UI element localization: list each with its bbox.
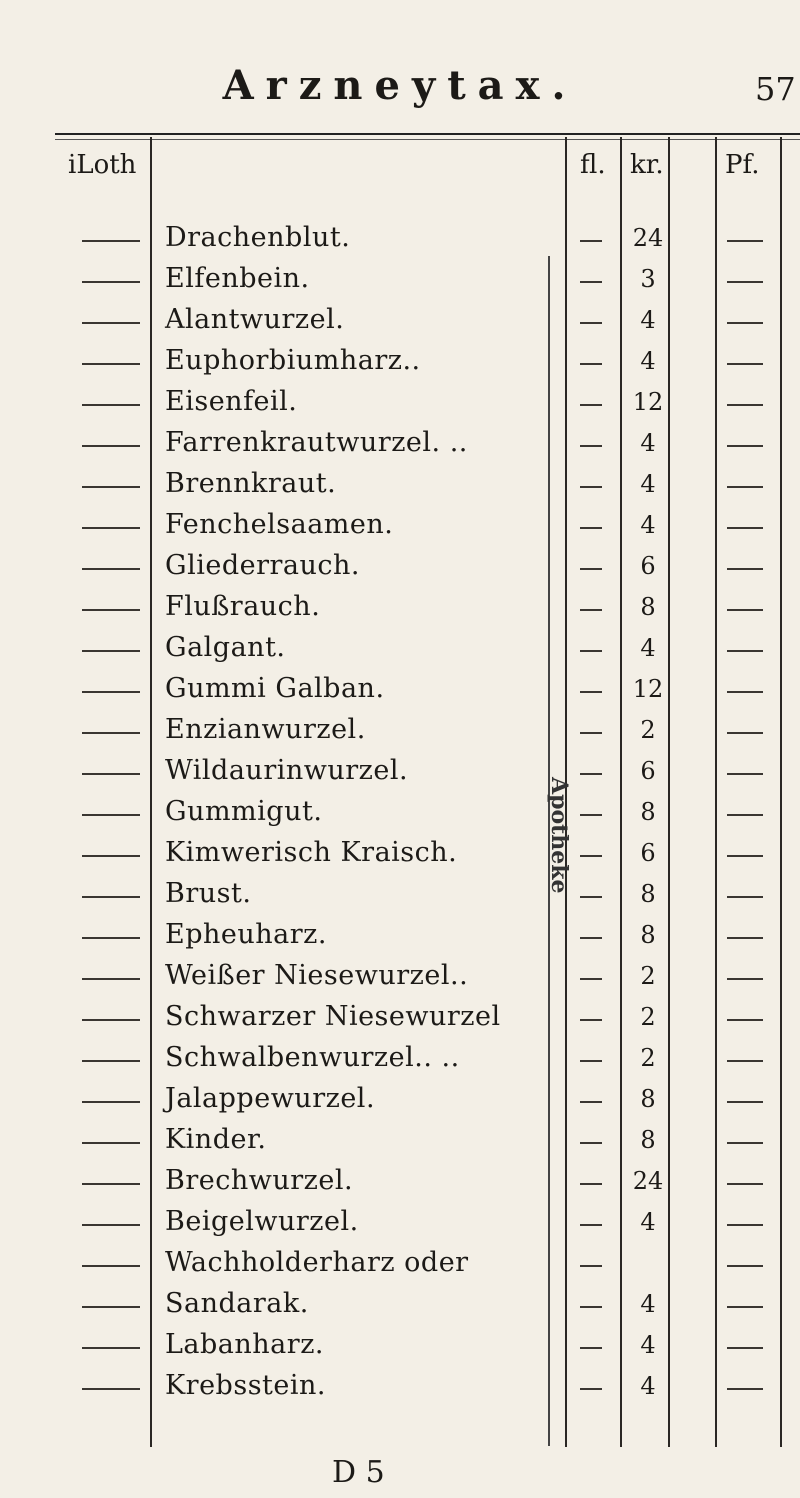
table-row bbox=[0, 302, 800, 342]
loth-dash bbox=[82, 1306, 140, 1308]
column-header-kr: kr. bbox=[630, 150, 664, 180]
item-name: Brechwurzel. bbox=[165, 1165, 354, 1196]
fl-dash bbox=[580, 1224, 602, 1226]
item-name: Eisenfeil. bbox=[165, 386, 298, 417]
table-row bbox=[0, 548, 800, 588]
item-name: Krebsstein. bbox=[165, 1370, 326, 1401]
table-row bbox=[0, 1327, 800, 1367]
pf-dash bbox=[727, 1265, 763, 1267]
loth-dash bbox=[82, 1265, 140, 1267]
item-name: Kimwerisch Kraisch. bbox=[165, 837, 458, 868]
loth-dash bbox=[82, 240, 140, 242]
kr-value: 4 bbox=[640, 347, 656, 375]
loth-dash bbox=[82, 527, 140, 529]
fl-dash bbox=[580, 691, 602, 693]
kr-value: 24 bbox=[632, 224, 664, 252]
loth-dash bbox=[82, 1388, 140, 1390]
table-row bbox=[0, 384, 800, 424]
fl-dash bbox=[580, 322, 602, 324]
column-header-pf: Pf. bbox=[725, 150, 760, 180]
pf-dash bbox=[727, 650, 763, 652]
item-name: Schwarzer Niesewurzel bbox=[165, 1001, 501, 1032]
fl-dash bbox=[580, 1101, 602, 1103]
kr-value: 8 bbox=[640, 880, 656, 908]
kr-value: 4 bbox=[640, 470, 656, 498]
column-header-fl: fl. bbox=[580, 150, 606, 180]
pf-dash bbox=[727, 322, 763, 324]
item-name: Brennkraut. bbox=[165, 468, 337, 499]
table-row bbox=[0, 1286, 800, 1326]
kr-value: 6 bbox=[640, 552, 656, 580]
kr-value: 4 bbox=[640, 1208, 656, 1236]
pf-dash bbox=[727, 240, 763, 242]
table-row bbox=[0, 507, 800, 547]
item-name: Gummigut. bbox=[165, 796, 323, 827]
table-row bbox=[0, 1081, 800, 1121]
item-name: Euphorbiumharz.. bbox=[165, 345, 421, 376]
pf-dash bbox=[727, 363, 763, 365]
item-name: Wildaurinwurzel. bbox=[165, 755, 409, 786]
table-row bbox=[0, 343, 800, 383]
loth-dash bbox=[82, 896, 140, 898]
pf-dash bbox=[727, 978, 763, 980]
pf-dash bbox=[727, 1019, 763, 1021]
pf-dash bbox=[727, 527, 763, 529]
item-name: Weißer Niesewurzel.. bbox=[165, 960, 469, 991]
pf-dash bbox=[727, 1306, 763, 1308]
kr-value: 4 bbox=[640, 511, 656, 539]
table-row bbox=[0, 1245, 800, 1285]
kr-value: 2 bbox=[640, 716, 656, 744]
fl-dash bbox=[580, 773, 602, 775]
loth-dash bbox=[82, 281, 140, 283]
kr-value: 2 bbox=[640, 1003, 656, 1031]
fl-dash bbox=[580, 363, 602, 365]
fl-dash bbox=[580, 445, 602, 447]
item-name: Schwalbenwurzel.. .. bbox=[165, 1042, 460, 1073]
kr-value: 8 bbox=[640, 1126, 656, 1154]
kr-value: 8 bbox=[640, 1085, 656, 1113]
loth-dash bbox=[82, 1019, 140, 1021]
pf-dash bbox=[727, 814, 763, 816]
kr-value: 4 bbox=[640, 634, 656, 662]
kr-value: 2 bbox=[640, 1044, 656, 1072]
table-row bbox=[0, 835, 800, 875]
side-label: Apotheke bbox=[546, 776, 572, 894]
kr-value: 8 bbox=[640, 593, 656, 621]
loth-dash bbox=[82, 568, 140, 570]
table-row bbox=[0, 1163, 800, 1203]
pf-dash bbox=[727, 609, 763, 611]
pf-dash bbox=[727, 1101, 763, 1103]
item-name: Gliederrauch. bbox=[165, 550, 360, 581]
pf-dash bbox=[727, 445, 763, 447]
loth-dash bbox=[82, 363, 140, 365]
loth-dash bbox=[82, 1101, 140, 1103]
page-number: 57 bbox=[755, 70, 796, 108]
kr-value: 12 bbox=[632, 388, 664, 416]
item-name: Sandarak. bbox=[165, 1288, 309, 1319]
loth-dash bbox=[82, 814, 140, 816]
kr-value: 4 bbox=[640, 1290, 656, 1318]
item-name: Wachholderharz oder bbox=[165, 1247, 469, 1278]
loth-dash bbox=[82, 445, 140, 447]
loth-dash bbox=[82, 978, 140, 980]
pf-dash bbox=[727, 732, 763, 734]
fl-dash bbox=[580, 1183, 602, 1185]
fl-dash bbox=[580, 1142, 602, 1144]
fl-dash bbox=[580, 1019, 602, 1021]
pf-dash bbox=[727, 1224, 763, 1226]
item-name: Jalappewurzel. bbox=[165, 1083, 376, 1114]
table-row bbox=[0, 1204, 800, 1244]
fl-dash bbox=[580, 527, 602, 529]
table-row bbox=[0, 425, 800, 465]
fl-dash bbox=[580, 1347, 602, 1349]
table-row bbox=[0, 917, 800, 957]
pf-dash bbox=[727, 1347, 763, 1349]
table-row bbox=[0, 630, 800, 670]
loth-dash bbox=[82, 1142, 140, 1144]
fl-dash bbox=[580, 732, 602, 734]
item-name: Beigelwurzel. bbox=[165, 1206, 359, 1237]
top-rule-thin bbox=[55, 139, 800, 140]
top-rule bbox=[55, 133, 800, 135]
kr-value: 4 bbox=[640, 1331, 656, 1359]
signature-mark: D 5 bbox=[332, 1455, 385, 1490]
loth-dash bbox=[82, 322, 140, 324]
table-row bbox=[0, 220, 800, 260]
pf-dash bbox=[727, 568, 763, 570]
fl-dash bbox=[580, 855, 602, 857]
table-row bbox=[0, 466, 800, 506]
item-name: Labanharz. bbox=[165, 1329, 324, 1360]
loth-dash bbox=[82, 486, 140, 488]
fl-dash bbox=[580, 486, 602, 488]
item-name: Enzianwurzel. bbox=[165, 714, 366, 745]
table-row bbox=[0, 958, 800, 998]
pf-dash bbox=[727, 281, 763, 283]
table-row bbox=[0, 1122, 800, 1162]
fl-dash bbox=[580, 937, 602, 939]
kr-value: 6 bbox=[640, 839, 656, 867]
kr-value: 4 bbox=[640, 306, 656, 334]
kr-value: 2 bbox=[640, 962, 656, 990]
table-row bbox=[0, 999, 800, 1039]
kr-value: 4 bbox=[640, 429, 656, 457]
table-row bbox=[0, 876, 800, 916]
item-name: Alantwurzel. bbox=[165, 304, 345, 335]
fl-dash bbox=[580, 609, 602, 611]
item-name: Galgant. bbox=[165, 632, 286, 663]
item-name: Drachenblut. bbox=[165, 222, 351, 253]
item-name: Gummi Galban. bbox=[165, 673, 385, 704]
table-row bbox=[0, 1368, 800, 1408]
kr-value: 8 bbox=[640, 798, 656, 826]
page-title: Arzneytax. bbox=[222, 62, 578, 109]
kr-value: 3 bbox=[640, 265, 656, 293]
table-row bbox=[0, 589, 800, 629]
pf-dash bbox=[727, 896, 763, 898]
fl-dash bbox=[580, 568, 602, 570]
fl-dash bbox=[580, 1388, 602, 1390]
pf-dash bbox=[727, 691, 763, 693]
kr-value: 8 bbox=[640, 921, 656, 949]
table-row bbox=[0, 712, 800, 752]
table-row bbox=[0, 753, 800, 793]
pf-dash bbox=[727, 486, 763, 488]
loth-dash bbox=[82, 732, 140, 734]
pf-dash bbox=[727, 1142, 763, 1144]
table-row bbox=[0, 261, 800, 301]
fl-dash bbox=[580, 650, 602, 652]
item-name: Brust. bbox=[165, 878, 252, 909]
kr-value: 6 bbox=[640, 757, 656, 785]
loth-dash bbox=[82, 609, 140, 611]
table-row bbox=[0, 671, 800, 711]
item-name: Farrenkrautwurzel. .. bbox=[165, 427, 468, 458]
fl-dash bbox=[580, 896, 602, 898]
kr-value: 12 bbox=[632, 675, 664, 703]
fl-dash bbox=[580, 1060, 602, 1062]
loth-dash bbox=[82, 1347, 140, 1349]
item-name: Fenchelsaamen. bbox=[165, 509, 394, 540]
fl-dash bbox=[580, 814, 602, 816]
loth-dash bbox=[82, 1224, 140, 1226]
fl-dash bbox=[580, 1306, 602, 1308]
kr-value: 24 bbox=[632, 1167, 664, 1195]
item-name: Flußrauch. bbox=[165, 591, 321, 622]
pf-dash bbox=[727, 404, 763, 406]
item-name: Epheuharz. bbox=[165, 919, 327, 950]
kr-value: 4 bbox=[640, 1372, 656, 1400]
fl-dash bbox=[580, 240, 602, 242]
pf-dash bbox=[727, 1183, 763, 1185]
item-name: Elfenbein. bbox=[165, 263, 310, 294]
fl-dash bbox=[580, 404, 602, 406]
loth-dash bbox=[82, 773, 140, 775]
loth-dash bbox=[82, 1183, 140, 1185]
table-row bbox=[0, 794, 800, 834]
pf-dash bbox=[727, 1388, 763, 1390]
pf-dash bbox=[727, 773, 763, 775]
pf-dash bbox=[727, 937, 763, 939]
pf-dash bbox=[727, 1060, 763, 1062]
loth-dash bbox=[82, 1060, 140, 1062]
loth-dash bbox=[82, 650, 140, 652]
loth-dash bbox=[82, 855, 140, 857]
table-row bbox=[0, 1040, 800, 1080]
loth-dash bbox=[82, 404, 140, 406]
column-header-loth: iLoth bbox=[68, 150, 137, 180]
fl-dash bbox=[580, 1265, 602, 1267]
loth-dash bbox=[82, 691, 140, 693]
loth-dash bbox=[82, 937, 140, 939]
fl-dash bbox=[580, 281, 602, 283]
fl-dash bbox=[580, 978, 602, 980]
item-name: Kinder. bbox=[165, 1124, 267, 1155]
pf-dash bbox=[727, 855, 763, 857]
